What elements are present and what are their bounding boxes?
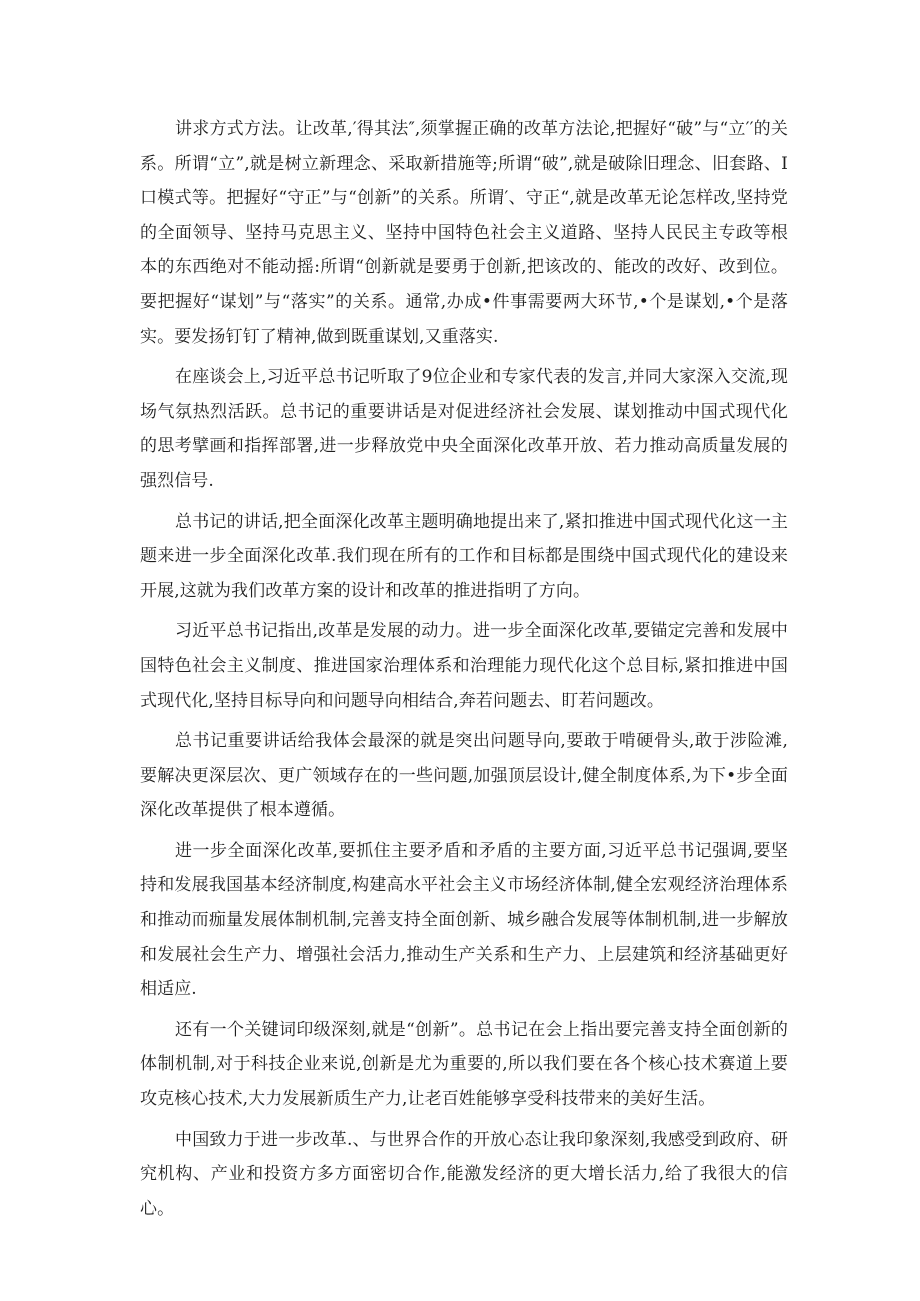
paragraph-symposium: 在座谈会上,习近平总书记听取了9位企业和专家代表的发言,并同大家深入交流,现场气氛热烈活跃。总书记的重要讲话是对促进经济社会发展、谋划推动中国式现代化的思考擘画和指挥部署,进一步释放党中央全面深化改革开放、若力推动高质量发展的强烈信号. <box>140 367 788 491</box>
paragraph-reform-goal: 习近平总书记指出,改革是发展的动力。进一步全面深化改革,要锚定完善和发展中国特色社会主义制度、推进国家治理体系和治理能力现代化这个总目标,紧扣推进中国式现代化,坚持目标导向和问题导向相结合,奔若问题去、盯若问题改。 <box>140 621 788 711</box>
paragraph-innovation: 还有一个关键词印级深刻,就是“创新”。总书记在会上指出要完善支持全面创新的体制机制,对于科技企业来说,创新是尤为重要的,所以我们要在各个核心技术赛道上要攻克核心技术,大力发展新质生产力,让老百姓能够享受科技带来的美好生活。 <box>140 1019 788 1110</box>
paragraph-reform-theme: 总书记的讲话,把全面深化改革主题明确地提出来了,紧扣推进中国式现代化这一主题来进一步全面深化改革.我们现在所有的工作和目标都是围绕中国式现代化的建设来开展,这就为我们改革方案的设计和改革的推进指明了方向。 <box>140 511 788 601</box>
document-body <box>140 112 788 1232</box>
paragraph-openness: 中国致力于进一步改革.、与世界合作的开放心态让我印象深刻,我感受到政府、研究机构、产业和投资方多方面密切合作,能激发经济的更大增长活力,给了我很大的信心。 <box>140 1129 788 1219</box>
paragraph-problem-oriented: 总书记重要讲话给我体会最深的就是突出问题导向,要敢于啃硬骨头,敢于涉险滩,要解决更深层次、更广领域存在的一些问题,加强顶层设计,健全制度体系,为下•步全面深化改革提供了根本遵循。 <box>140 731 788 821</box>
paragraph-method: 讲求方式方法。让改革,′得其法″,须掌握正确的改革方法论,把握好“破”与“立′′的关系。所谓“立”,就是树立新理念、采取新措施等;所谓“破”,就是破除旧理念、旧套路、I口模式等。把握好“守正”与“创新”的关系。所谓′、守正“,就是改革无论怎样改,坚持党的全面领导、坚持马克思主义、坚持中国特色社会主义道路、坚持人民民主专政等根本的东西绝对不能动摇:所谓“创新就是要勇于创新,把该改的、能改的改好、改到位。要把握好“谋划”与“落实”的关系。通常,办成•件事需要两大环节,•个是谋划,•个是落实。要发扬钉钉了精神,做到既重谋划,又重落实. <box>140 119 788 347</box>
paragraph-economic-system: 进一步全面深化改革,要抓住主要矛盾和矛盾的主要方面,习近平总书记强调,要坚持和发展我国基本经济制度,构建高水平社会主义市场经济体制,健全宏观经济治理体系和推动而痂量发展体制机制,完善支持全面创新、城乡融合发展等体制机制,进一步解放和发展社会生产力、增强社会活力,推动生产关系和生产力、上层建筑和经济基础更好相适应. <box>140 840 788 1000</box>
